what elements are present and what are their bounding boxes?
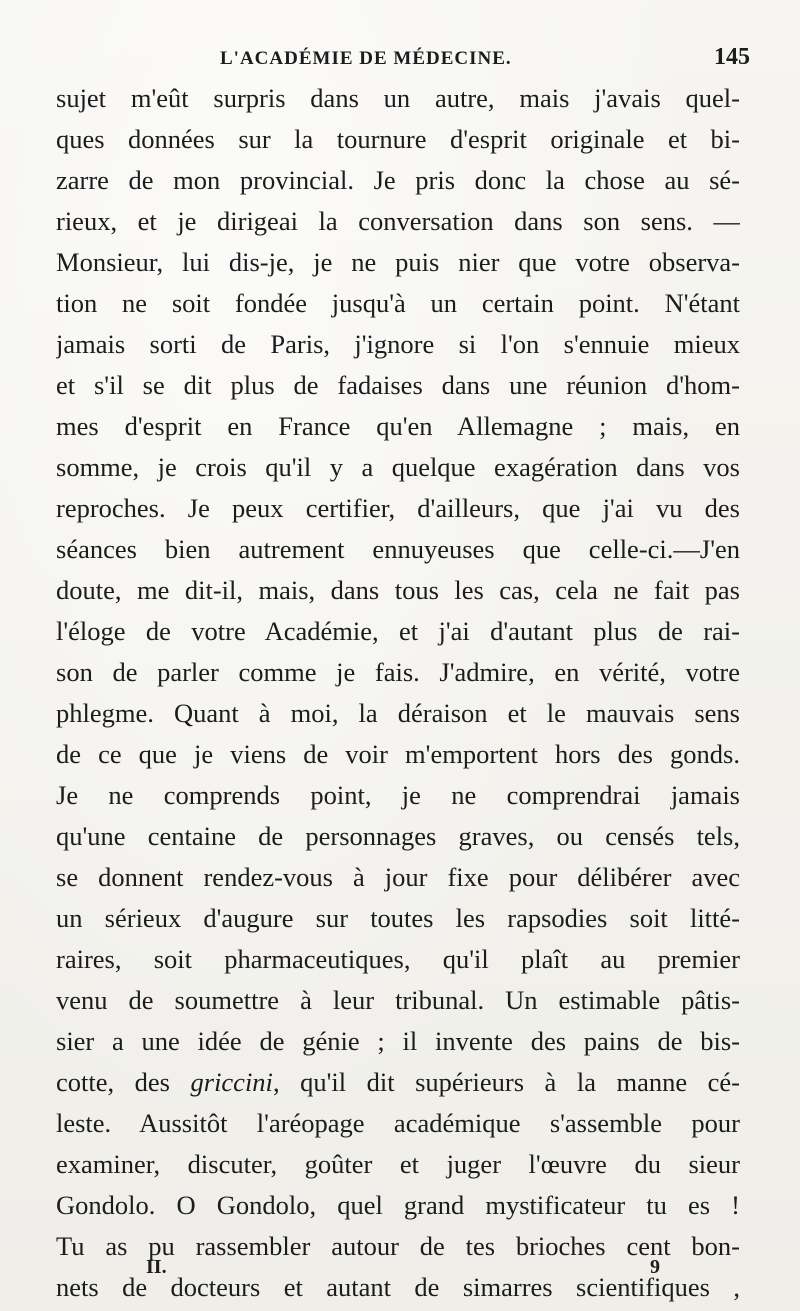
text-line: zarre de mon provincial. Je pris donc la chose au sé- — [56, 165, 740, 195]
text-line: sujet m'eût surpris dans un autre, mais j'avais quel- — [56, 83, 740, 113]
text-line: examiner, discuter, goûter et juger l'œuvre du sieur — [56, 1149, 740, 1179]
text-line: doute, me dit-il, mais, dans tous les cas, cela ne fait pas — [56, 575, 740, 605]
text-line: raires, soit pharmaceutiques, qu'il plaît au premier — [56, 944, 740, 974]
page-header — [56, 44, 750, 76]
text-line: rieux, et je dirigeai la conversation dans son sens. — — [56, 206, 740, 236]
text-line: Tu as pu rassembler autour de tes brioches cent bon- — [56, 1231, 740, 1261]
text-line: ques données sur la tournure d'esprit originale et bi- — [56, 124, 740, 154]
signature-number: 9 — [650, 1256, 660, 1278]
page-number: 145 — [714, 44, 750, 70]
body-text — [56, 78, 740, 1308]
text-line: reproches. Je peux certifier, d'ailleurs, que j'ai vu des — [56, 493, 740, 523]
text-line: se donnent rendez-vous à jour fixe pour délibérer avec — [56, 862, 740, 892]
text-line: qu'une centaine de personnages graves, ou censés tels, — [56, 821, 740, 851]
text-line: phlegme. Quant à moi, la déraison et le mauvais sens — [56, 698, 740, 728]
running-title: L'ACADÉMIE DE MÉDECINE. — [220, 48, 512, 69]
page-footer — [60, 1256, 700, 1286]
text-line: jamais sorti de Paris, j'ignore si l'on s'ennuie mieux — [56, 329, 740, 359]
text-line: et s'il se dit plus de fadaises dans une réunion d'hom- — [56, 370, 740, 400]
text-line: Je ne comprends point, je ne comprendrai jamais — [56, 780, 740, 810]
text-line: de ce que je viens de voir m'emportent hors des gonds. — [56, 739, 740, 769]
text-line: somme, je crois qu'il y a quelque exagération dans vos — [56, 452, 740, 482]
text-line: Gondolo. O Gondolo, quel grand mystificateur tu es ! — [56, 1190, 740, 1220]
text-line: leste. Aussitôt l'aréopage académique s'assemble pour — [56, 1108, 740, 1138]
text-line-with-italic — [56, 1062, 740, 1103]
text-line: sier a une idée de génie ; il invente des pains de bis- — [56, 1026, 740, 1056]
italic-word: griccini — [190, 1067, 273, 1097]
text-line: mes d'esprit en France qu'en Allemagne ; mais, en — [56, 411, 740, 441]
text-line: séances bien autrement ennuyeuses que celle-ci.—J'en — [56, 534, 740, 564]
text-line: l'éloge de votre Académie, et j'ai d'autant plus de rai- — [56, 616, 740, 646]
text-line: Monsieur, lui dis-je, je ne puis nier que votre observa- — [56, 247, 740, 277]
text-line: nets de docteurs et autant de simarres scientifiques , — [56, 1272, 740, 1302]
text-line: tion ne soit fondée jusqu'à un certain point. N'étant — [56, 288, 740, 318]
text-line: un sérieux d'augure sur toutes les rapsodies soit litté- — [56, 903, 740, 933]
text-line: venu de soumettre à leur tribunal. Un estimable pâtis- — [56, 985, 740, 1015]
text-line: son de parler comme je fais. J'admire, en vérité, votre — [56, 657, 740, 687]
text-segment: , qu'il dit supérieurs à la manne cé- — [272, 1067, 740, 1097]
signature-mark: II. — [146, 1256, 167, 1278]
text-segment: cotte, des — [56, 1067, 191, 1097]
